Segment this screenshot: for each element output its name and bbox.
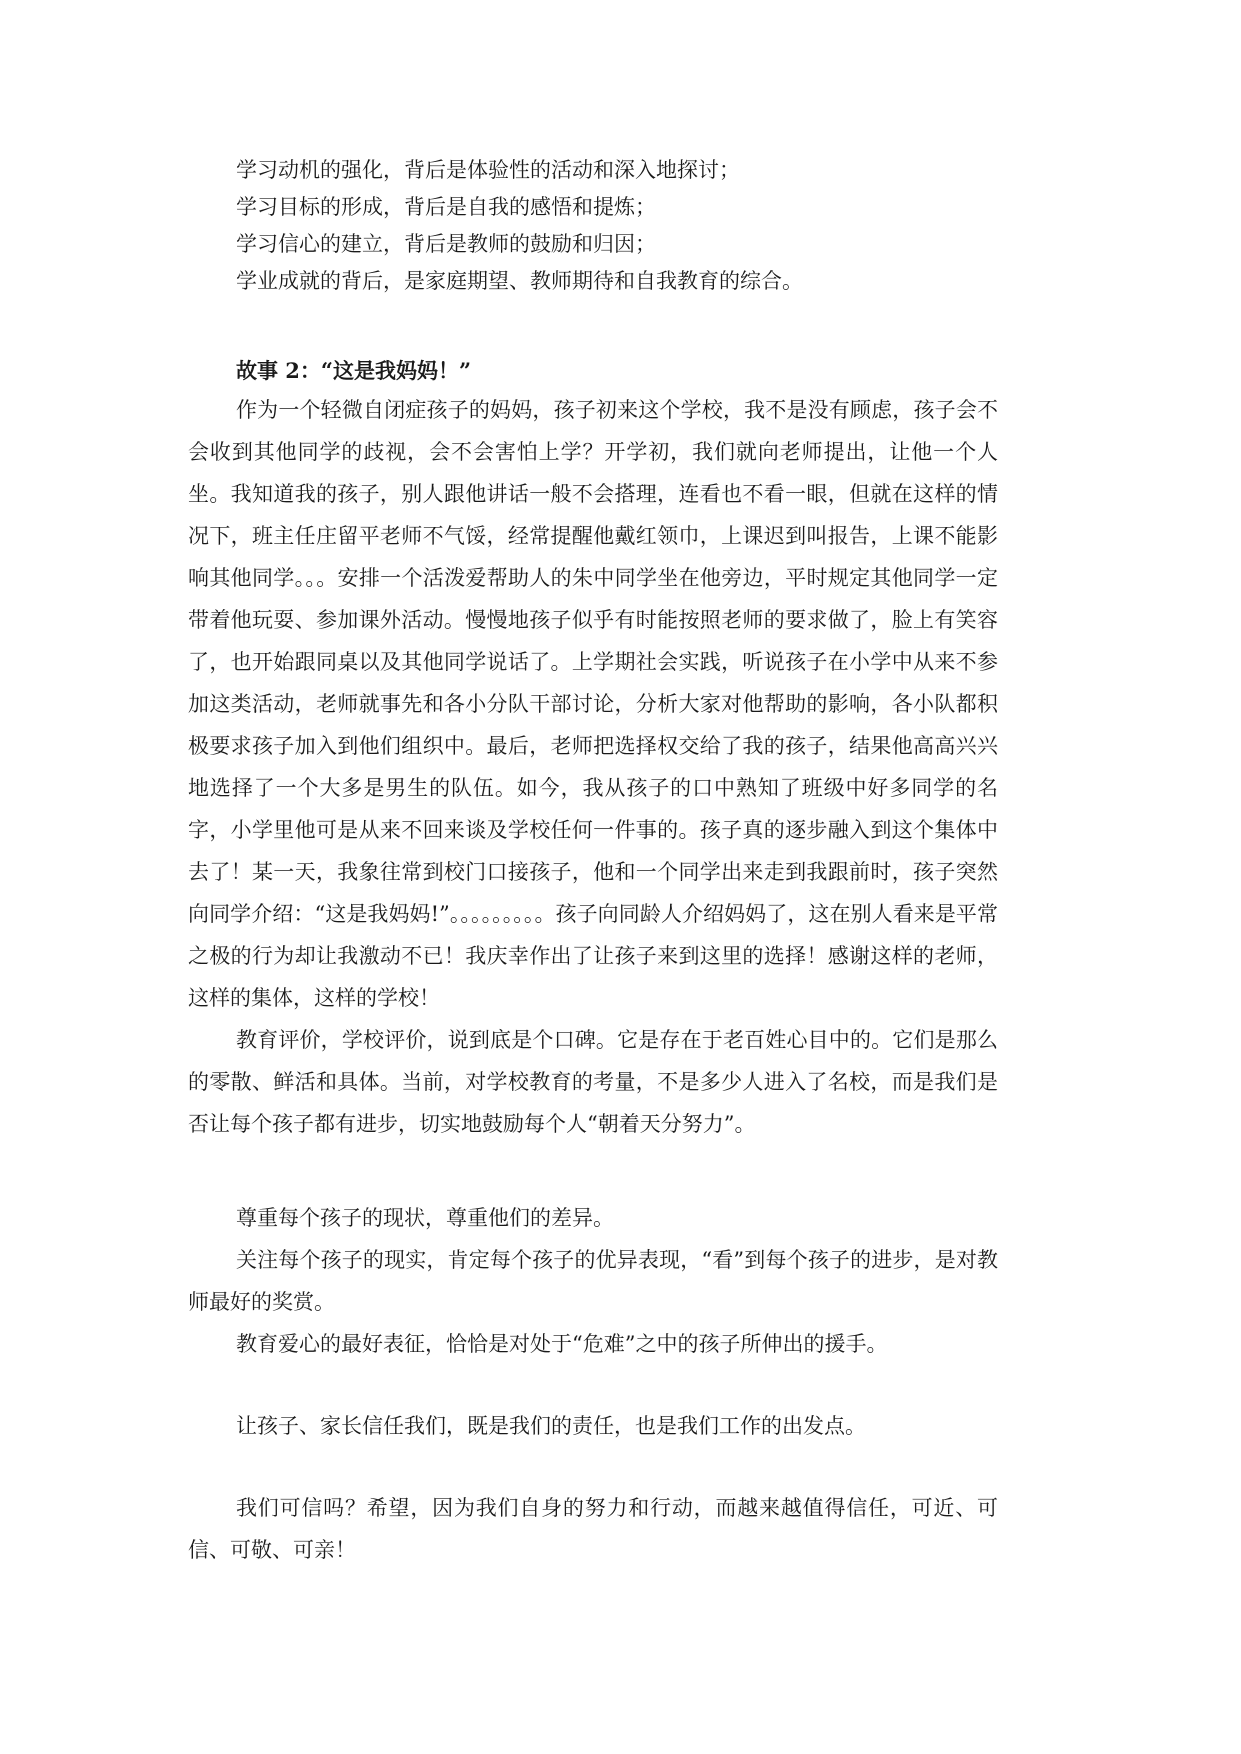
reflection-attention: 关注每个孩子的现实，肯定每个孩子的优异表现，“看”到每个孩子的进步，是对教师最好的奖赏。 xyxy=(188,1248,998,1314)
reflection-respect: 尊重每个孩子的现状，尊重他们的差异。 xyxy=(236,1206,614,1230)
evaluation-paragraph: 教育评价，学校评价，说到底是个口碑。它是存在于老百姓心目中的。它们是那么的零散、鲜活和具体。当前，对学校教育的考量，不是多少人进入了名校，而是我们是否让每个孩子都有进步，切实地鼓励每个人“朝着天分努力”。 xyxy=(188,1028,998,1136)
spacer xyxy=(188,1365,998,1405)
document-body xyxy=(188,152,998,1571)
reflection-closing: 我们可信吗？希望，因为我们自身的努力和行动，而越来越值得信任，可近、可信、可敬、可亲！ xyxy=(188,1496,998,1562)
reflection-trust: 让孩子、家长信任我们，既是我们的责任，也是我们工作的出发点。 xyxy=(236,1414,866,1438)
story-body-paragraph: 作为一个轻微自闭症孩子的妈妈，孩子初来这个学校，我不是没有顾虑，孩子会不会收到其他同学的歧视，会不会害怕上学？开学初，我们就向老师提出，让他一个人坐。我知道我的孩子，别人跟他讲话一般不会搭理，连看也不看一眼，但就在这样的情况下，班主任庄留平老师不气馁，经常提醒他戴红领巾，上课迟到叫报告，上课不能影响其他同学。。。安排一个活泼爱帮助人的朱中同学坐在他旁边，平时规定其他同学一定带着他玩耍、参加课外活动。慢慢地孩子似乎有时能按照老师的要求做了，脸上有笑容了，也开始跟同桌以及其他同学说话了。上学期社会实践，听说孩子在小学中从来不参加这类活动，老师就事先和各小分队干部讨论，分析大家对他帮助的影响，各小队都积极要求孩子加入到他们组织中。最后，老师把选择权交给了我的孩子，结果他高高兴兴地选择了一个大多是男生的队伍。如今，我从孩子的口中熟知了班级中好多同学的名字，小学里他可是从来不回来谈及学校任何一件事的。孩子真的逐步融入到这个集体中去了！某一天，我象往常到校门口接孩子，他和一个同学出来走到我跟前时，孩子突然向同学介绍：“这是我妈妈!”。。。。。。。。。孩子向同龄人介绍妈妈了，这在别人看来是平常之极的行为却让我激动不已！我庆幸作出了让孩子来到这里的选择！感谢这样的老师，这样的集体，这样的学校！ xyxy=(188,398,998,1010)
summary-line-achievement: 学业成就的背后，是家庭期望、教师期待和自我教育的综合。 xyxy=(236,269,803,293)
summary-line-confidence: 学习信心的建立，背后是教师的鼓励和归因； xyxy=(236,232,656,256)
spacer xyxy=(188,1447,998,1487)
summary-line-motivation: 学习动机的强化，背后是体验性的活动和深入地探讨； xyxy=(236,158,740,182)
spacer xyxy=(188,300,998,352)
summary-line-goals: 学习目标的形成，背后是自我的感悟和提炼； xyxy=(236,195,656,219)
spacer xyxy=(188,1145,998,1197)
story-heading: 故事 2：“这是我妈妈！” xyxy=(236,358,472,383)
reflection-love: 教育爱心的最好表征，恰恰是对处于“危难”之中的孩子所伸出的援手。 xyxy=(236,1332,888,1356)
